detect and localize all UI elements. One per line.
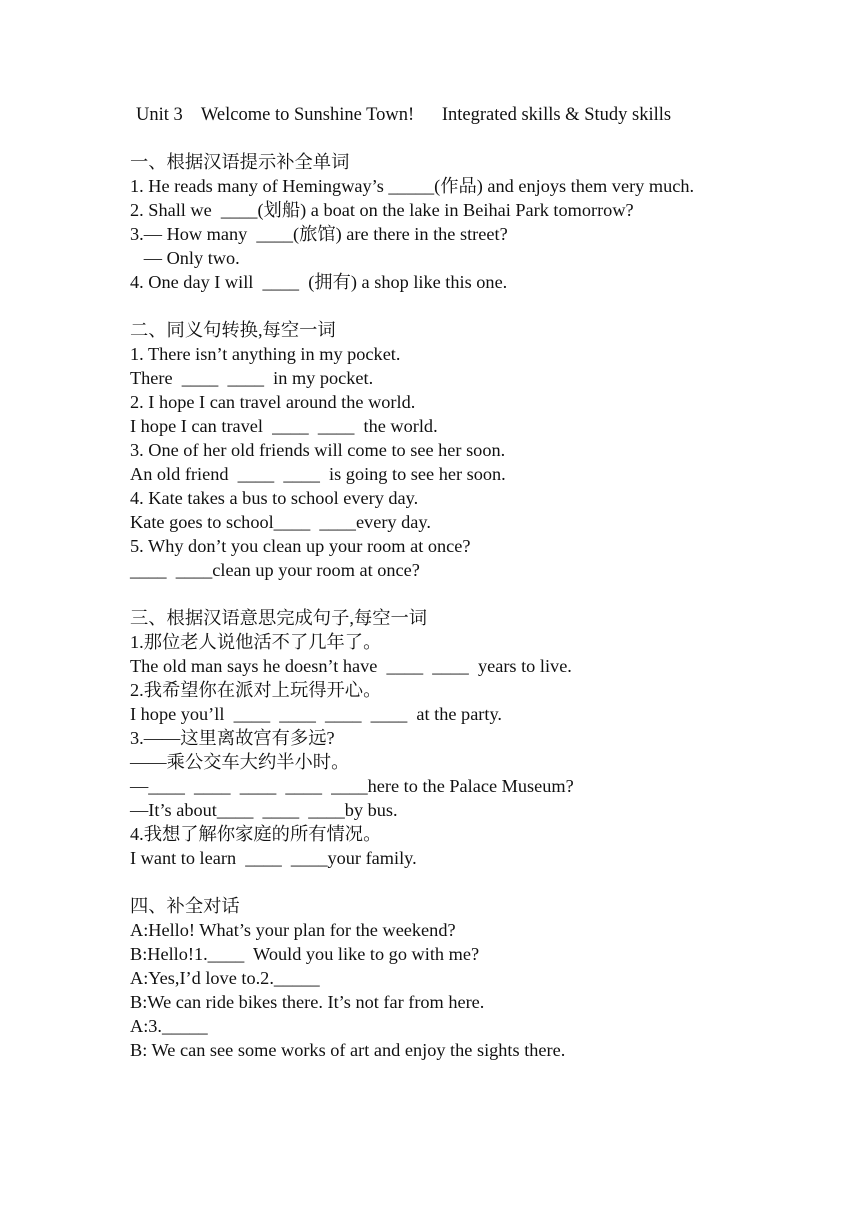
section-2-heading: 二、同义句转换,每空一词 [130, 320, 336, 340]
exercise-line: —It’s about____ ____ ____by bus. [130, 800, 398, 820]
section-1-heading: 一、根据汉语提示补全单词 [130, 152, 350, 172]
dialogue-line: B:We can ride bikes there. It’s not far from here. [130, 992, 485, 1012]
exercise-line: 4. Kate takes a bus to school every day. [130, 488, 419, 508]
exercise-line: Kate goes to school____ ____every day. [130, 512, 431, 532]
exercise-line: The old man says he doesn’t have ____ ____ years to live. [130, 656, 572, 676]
exercise-line: 2. I hope I can travel around the world. [130, 392, 416, 412]
page-title: Unit 3 Welcome to Sunshine Town! Integrated skills & Study skills [136, 105, 672, 125]
exercise-line: — Only two. [130, 248, 240, 268]
exercise-line: 2. Shall we ____(划船) a boat on the lake in Beihai Park tomorrow? [130, 200, 634, 220]
dialogue-line: A:3._____ [130, 1016, 208, 1036]
exercise-line: 1. He reads many of Hemingway’s _____(作品) and enjoys them very much. [130, 176, 695, 196]
exercise-line: 4. One day I will ____ (拥有) a shop like this one. [130, 272, 508, 292]
exercise-line: 4.我想了解你家庭的所有情况。 [130, 824, 382, 844]
exercise-line: There ____ ____ in my pocket. [130, 368, 374, 388]
dialogue-line: A:Yes,I’d love to.2._____ [130, 968, 320, 988]
exercise-line: —____ ____ ____ ____ ____here to the Palace Museum? [130, 776, 574, 796]
exercise-line: An old friend ____ ____ is going to see her soon. [130, 464, 506, 484]
exercise-line: I hope you’ll ____ ____ ____ ____ at the party. [130, 704, 502, 724]
exercise-body [130, 150, 732, 1062]
dialogue-line: B:Hello!1.____ Would you like to go with me? [130, 944, 480, 964]
exercise-line: ____ ____clean up your room at once? [130, 560, 420, 580]
exercise-line: I want to learn ____ ____your family. [130, 848, 417, 868]
exercise-line: 5. Why don’t you clean up your room at once? [130, 536, 471, 556]
dialogue-line: A:Hello! What’s your plan for the weekend? [130, 920, 456, 940]
exercise-line: I hope I can travel ____ ____ the world. [130, 416, 438, 436]
exercise-line: 3. One of her old friends will come to see her soon. [130, 440, 506, 460]
exercise-line: 1. There isn’t anything in my pocket. [130, 344, 401, 364]
section-4-heading: 四、补全对话 [130, 896, 240, 916]
section-3-heading: 三、根据汉语意思完成句子,每空一词 [130, 608, 428, 628]
exercise-line: 3.——这里离故宫有多远? [130, 728, 335, 748]
exercise-line: 1.那位老人说他活不了几年了。 [130, 632, 382, 652]
dialogue-line: B: We can see some works of art and enjoy the sights there. [130, 1040, 566, 1060]
exercise-line: 2.我希望你在派对上玩得开心。 [130, 680, 382, 700]
exercise-line: 3.— How many ____(旅馆) are there in the street? [130, 224, 508, 244]
exercise-line: ——乘公交车大约半小时。 [130, 752, 350, 772]
